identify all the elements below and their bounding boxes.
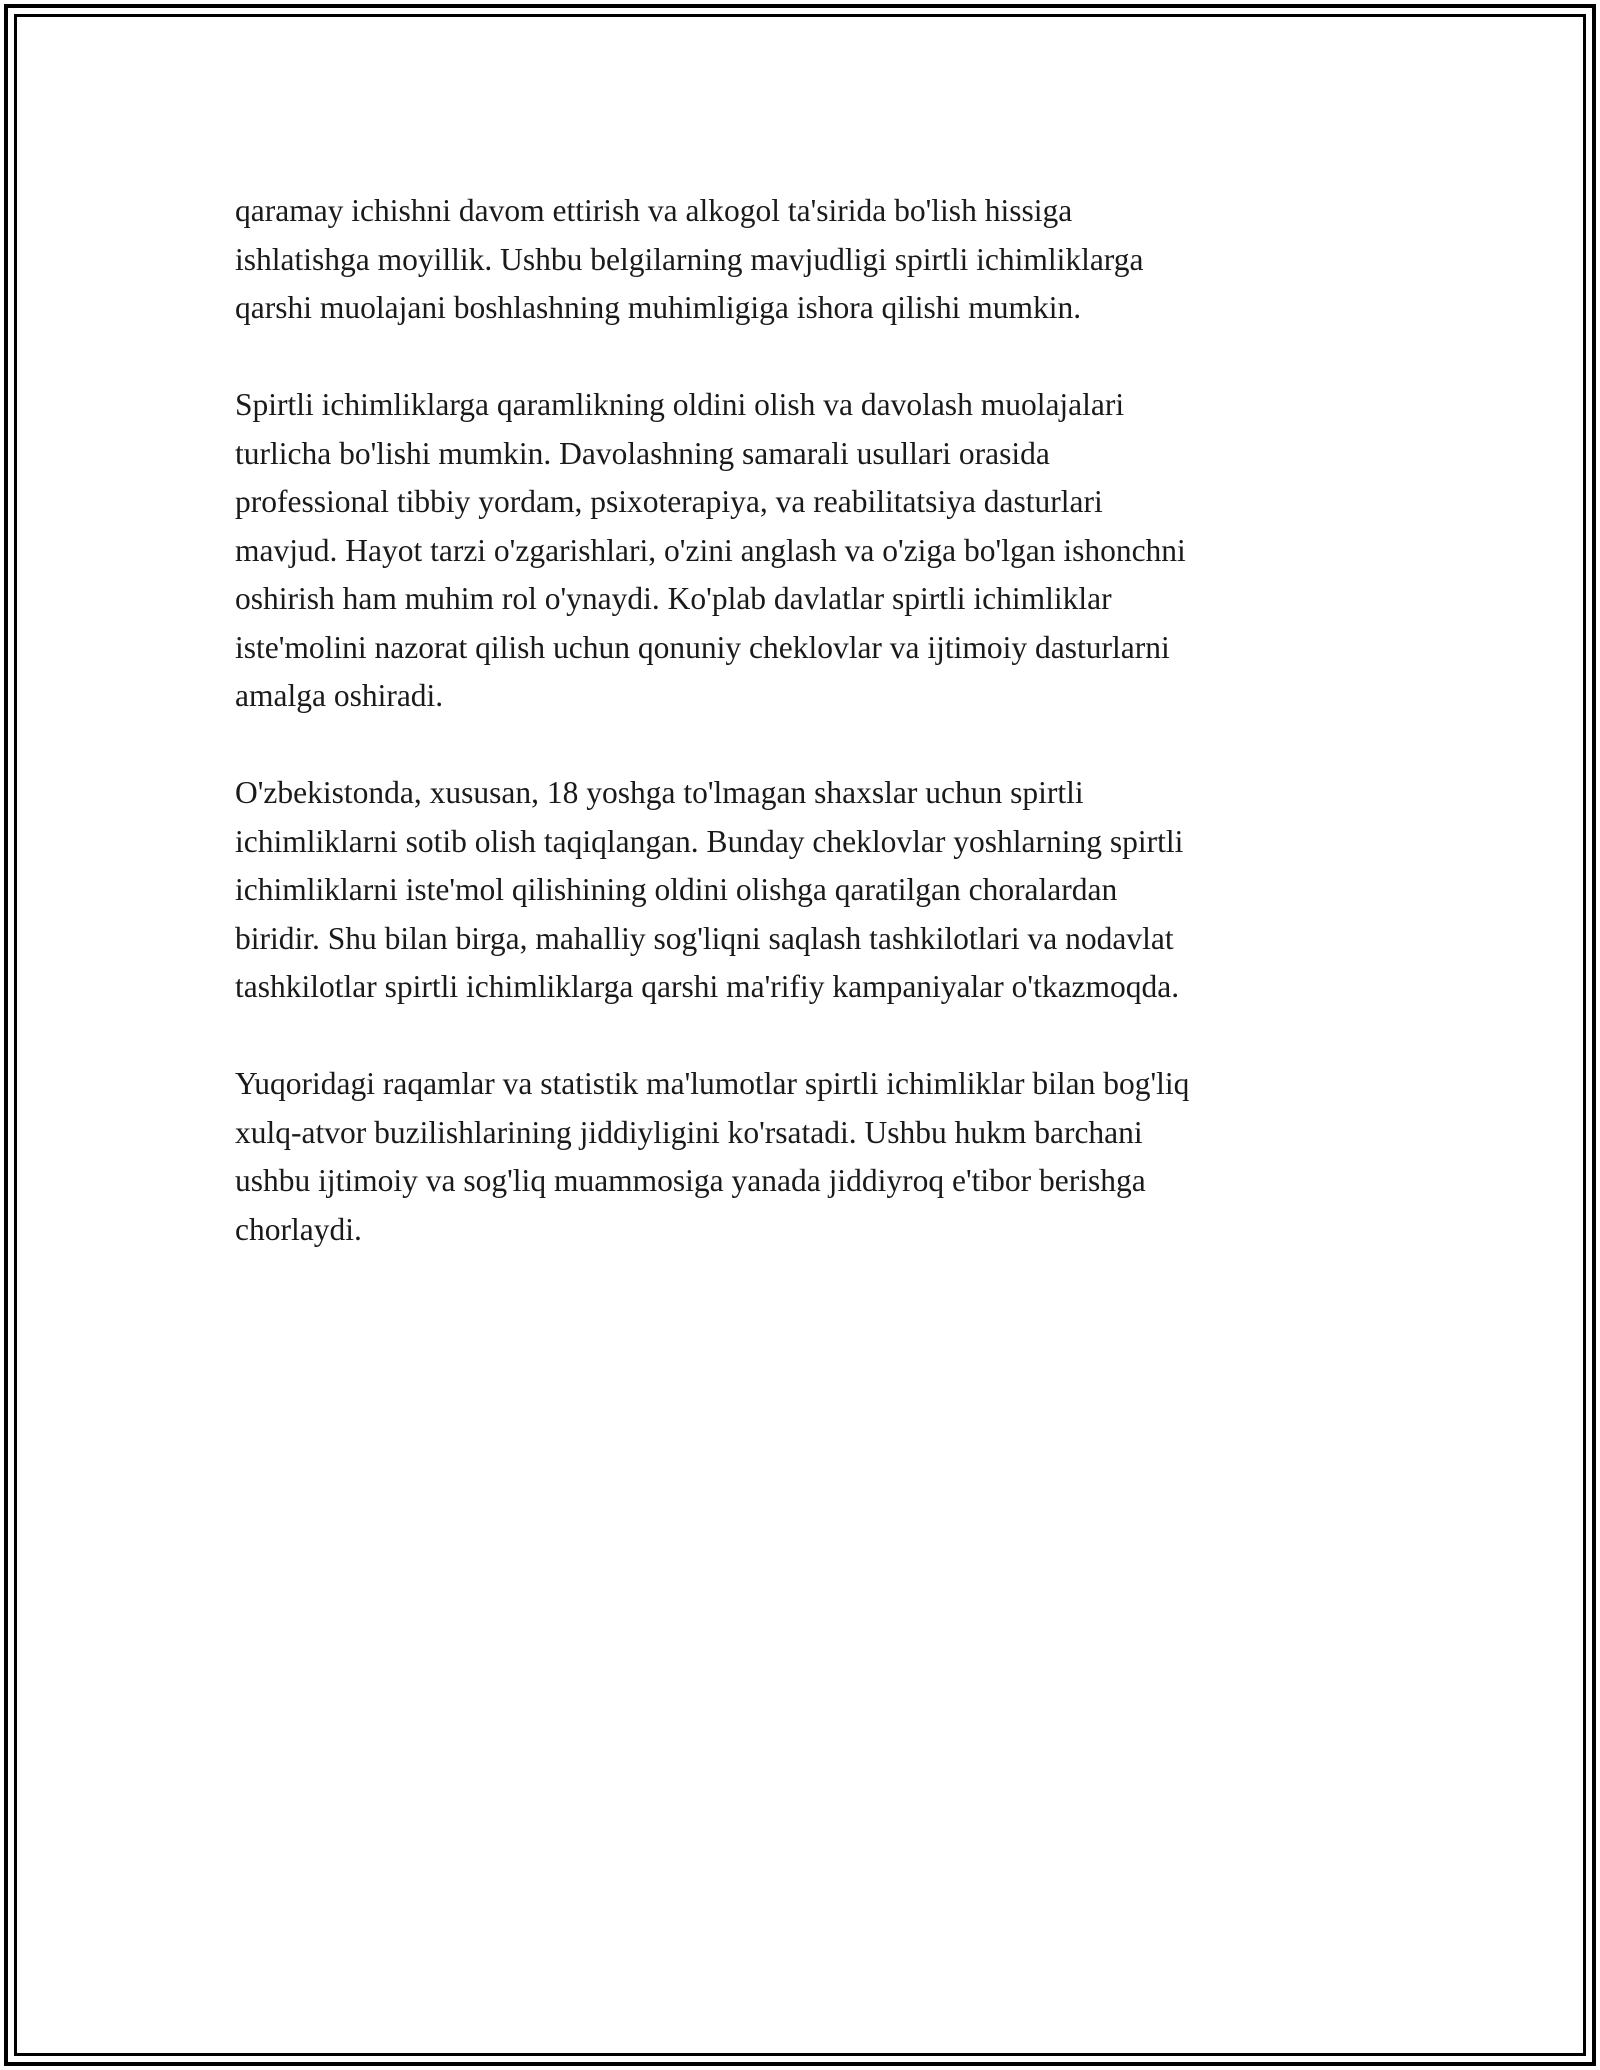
text-line: ushbu ijtimoiy va sog'liq muammosiga yanada jiddiyroq e'tibor berishga — [235, 1163, 1146, 1198]
text-line: biridir. Shu bilan birga, mahalliy sog'liqni saqlash tashkilotlari va nodavlat — [235, 920, 1174, 956]
text-line: iste'molini nazorat qilish uchun qonuniy cheklovlar va ijtimoiy dasturlarni — [235, 629, 1170, 665]
paragraph-1 — [235, 187, 1365, 333]
paragraph-3 — [235, 769, 1365, 1012]
text-line: qarshi muolajani boshlashning muhimligiga ishora qilishi mumkin. — [235, 290, 1082, 325]
text-line: ichimliklarni iste'mol qilishining oldini olishga qaratilgan choralardan — [235, 872, 1118, 907]
text-line: ichimliklarni sotib olish taqiqlangan. Bunday cheklovlar yoshlarning spirtli — [235, 823, 1184, 859]
text-line: mavjud. Hayot tarzi o'zgarishlari, o'zini anglash va o'ziga bo'lgan ishonchni — [235, 532, 1186, 568]
text-line: qaramay ichishni davom ettirish va alkogol ta'sirida bo'lish hissiga — [235, 193, 1073, 228]
paragraph-2 — [235, 381, 1365, 721]
text-line: ishlatishga moyillik. Ushbu belgilarning mavjudligi spirtli ichimliklarga — [235, 241, 1144, 277]
text-line: tashkilotlar spirtli ichimliklarga qarshi ma'rifiy kampaniyalar o'tkazmoqda. — [235, 969, 1180, 1004]
text-line: chorlaydi. — [235, 1211, 362, 1247]
text-line: amalga oshiradi. — [235, 678, 444, 713]
text-line: O'zbekistonda, xususan, 18 yoshga to'lmagan shaxslar uchun spirtli — [235, 775, 1084, 810]
text-line: professional tibbiy yordam, psixoterapiya, va reabilitatsiya dasturlari — [235, 484, 1103, 519]
text-line: xulq-atvor buzilishlarining jiddiyligini ko'rsatadi. Ushbu hukm barchani — [235, 1114, 1143, 1150]
text-line: Yuqoridagi raqamlar va statistik ma'lumotlar spirtli ichimliklar bilan bog'liq — [235, 1066, 1190, 1101]
text-line: oshirish ham muhim rol o'ynaydi. Ko'plab davlatlar spirtli ichimliklar — [235, 581, 1112, 616]
text-line: turlicha bo'lishi mumkin. Davolashning samarali usullari orasida — [235, 435, 1050, 471]
document-body — [235, 187, 1365, 1303]
text-line: Spirtli ichimliklarga qaramlikning oldini olish va davolash muolajalari — [235, 387, 1125, 422]
paragraph-4 — [235, 1060, 1365, 1254]
